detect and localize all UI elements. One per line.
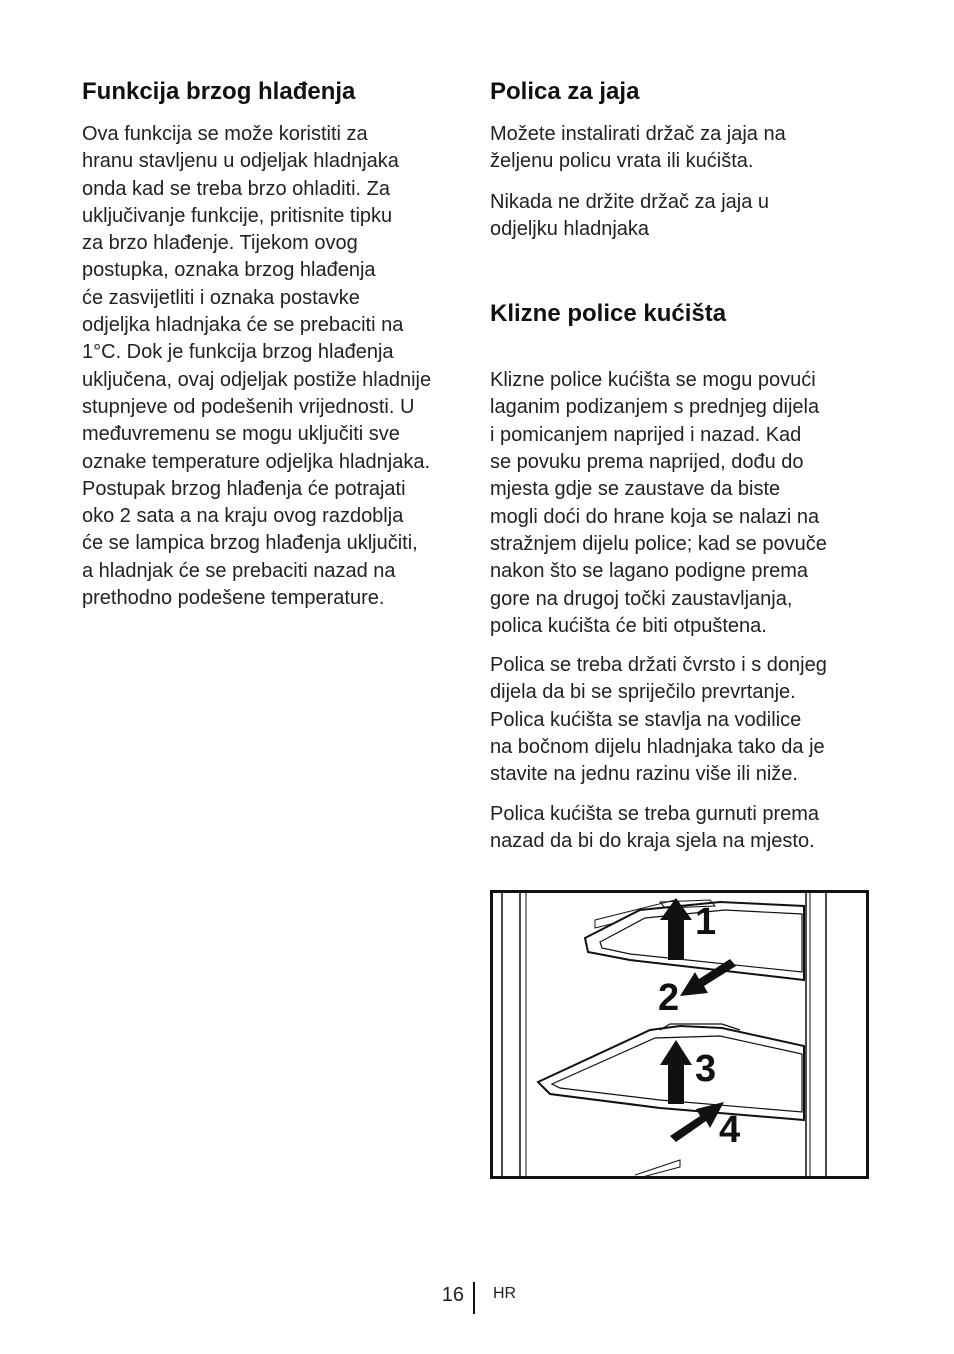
sliding-shelves-paragraph-2: Polica se treba držati čvrsto i s donjeg dijela da bi se spriječilo prevrtanje. Polica kućišta se stavlja na vodilice na bočnom dijelu hladnjaka tako da je stavite na jednu razinu više ili niže.	[490, 654, 827, 786]
sliding-shelves-paragraph-1: Klizne police kućišta se mogu povući laganim podizanjem s prednjeg dijela i pomicanjem naprijed i nazad. Kad se povuku prema naprijed, dođu do mjesta gdje se zaustave da biste mogli doći do hrane koja se nalazi na stražnjem dijelu police; kad se povuče nakon što se lagano podigne prema gore na drugoj točki zaustavljanja, polica kućišta će biti otpuštena.	[490, 369, 827, 637]
section-heading-sliding-shelves: Klizne police kućišta	[490, 300, 727, 328]
language-code: HR	[493, 1285, 517, 1302]
egg-tray-paragraph-1: Možete instalirati držač za jaja na željenu policu vrata ili kućišta.	[490, 123, 786, 173]
sliding-shelves-paragraph-3: Polica kućišta se treba gurnuti prema nazad da bi do kraja sjela na mjesto.	[490, 802, 820, 852]
section-heading-quick-cool: Funkcija brzog hlađenja	[82, 78, 356, 105]
page-number: 16	[441, 1284, 464, 1306]
quick-cool-paragraph: Ova funkcija se može koristiti za hranu stavljenu u odjeljak hladnjaka onda kad se treba brzo ohladiti. Za uključivanje funkcije, pritisnite tipku za brzo hlađenje. Tijekom ovog postupka, oznaka brzog hlađenja će zasvijetliti i oznaka postavke odjeljka hladnjaka će se prebaciti na 1°C. Dok je funkcija brzog hlađenja uključena, ovaj odjeljak postiže hladnije stupnjeve od podešenih vrijednosti. U međuvremenu se mogu uključiti sve oznake temperature odjeljka hladnjaka. Postupak brzog hlađenja će potrajati oko 2 sata a na kraju ovog razdoblja će se lampica brzog hlađenja uključiti, a hladnjak će se prebaciti nazad na prethodno podešene temperature.	[82, 123, 432, 610]
figure-label-1: 1	[695, 901, 717, 943]
footer-divider	[473, 1282, 475, 1314]
egg-tray-paragraph-2: Nikada ne držite držač za jaja u odjeljku hladnjaka	[490, 190, 770, 240]
figure-label-2: 2	[658, 977, 680, 1019]
figure-label-4: 4	[719, 1109, 741, 1151]
left-column	[82, 76, 467, 612]
figure-label-3: 3	[695, 1048, 717, 1090]
section-heading-egg-tray: Polica za jaja	[490, 78, 640, 105]
right-column	[490, 76, 870, 855]
shelf-illustration	[490, 890, 869, 1179]
